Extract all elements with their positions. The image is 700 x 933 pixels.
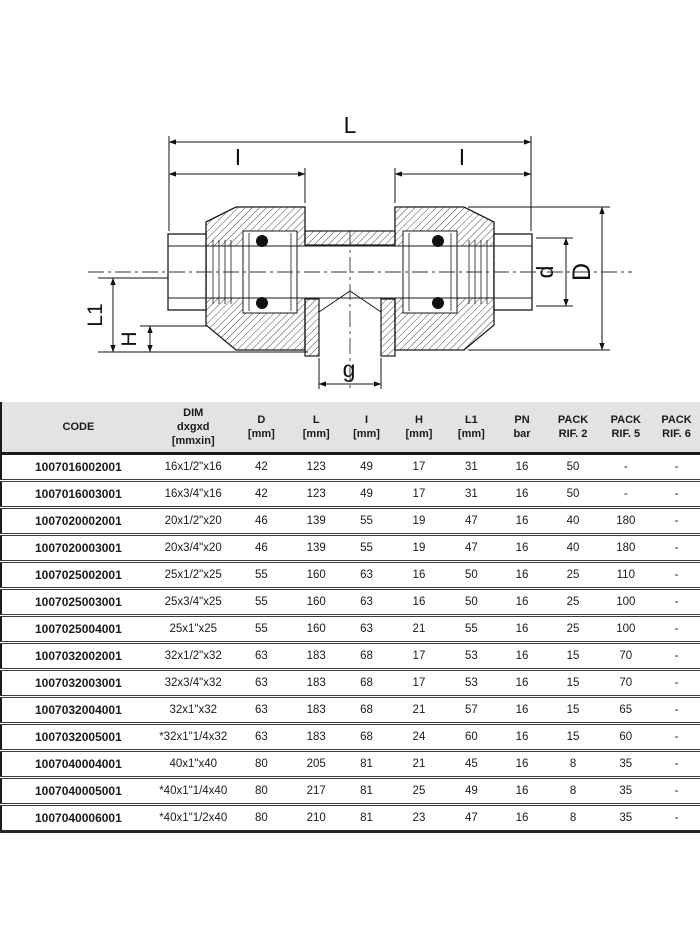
cell-value: 40x1"x40 xyxy=(155,751,232,778)
column-header: PN bar xyxy=(497,402,548,454)
cell-value: - xyxy=(653,481,700,508)
cell-value: 63 xyxy=(341,562,391,589)
cell-value: 70 xyxy=(599,643,654,670)
cell-value: 16 xyxy=(497,670,548,697)
cell-code: 1007040004001 xyxy=(1,751,155,778)
cell-value: 15 xyxy=(548,643,599,670)
cell-value: 63 xyxy=(232,697,291,724)
table-row xyxy=(1,697,700,724)
cell-value: 60 xyxy=(446,724,496,751)
cell-value: 46 xyxy=(232,535,291,562)
header-row xyxy=(1,402,700,454)
cell-value: 31 xyxy=(446,454,496,481)
cell-value: 16 xyxy=(497,481,548,508)
cell-value: 80 xyxy=(232,805,291,832)
table-row xyxy=(1,535,700,562)
dim-label-L1: L1 xyxy=(84,303,107,327)
cell-code: 1007040005001 xyxy=(1,778,155,805)
column-header: CODE xyxy=(1,402,155,454)
cell-value: 63 xyxy=(232,643,291,670)
column-header: DIM dxgxd [mmxin] xyxy=(155,402,232,454)
cell-value: 16 xyxy=(497,724,548,751)
cell-value: 16 xyxy=(497,454,548,481)
technical-drawing xyxy=(0,0,700,398)
cell-value: - xyxy=(653,778,700,805)
cell-value: 16 xyxy=(497,751,548,778)
cell-value: 55 xyxy=(232,562,291,589)
cell-value: 100 xyxy=(599,589,654,616)
column-header: H [mm] xyxy=(392,402,447,454)
cell-value: 50 xyxy=(446,589,496,616)
cell-value: 63 xyxy=(341,616,391,643)
cell-value: 63 xyxy=(232,724,291,751)
cell-value: 17 xyxy=(392,454,447,481)
cell-value: 32x3/4"x32 xyxy=(155,670,232,697)
cell-value: 16 xyxy=(392,562,447,589)
column-header: PACK RIF. 5 xyxy=(599,402,654,454)
cell-value: 16 xyxy=(497,616,548,643)
cell-value: 16 xyxy=(497,589,548,616)
cell-value: 139 xyxy=(291,535,341,562)
table-row xyxy=(1,616,700,643)
cell-value: 50 xyxy=(548,454,599,481)
cell-value: 32x1/2"x32 xyxy=(155,643,232,670)
cell-value: 15 xyxy=(548,697,599,724)
cell-value: 68 xyxy=(341,643,391,670)
cell-value: 60 xyxy=(599,724,654,751)
cell-value: 55 xyxy=(446,616,496,643)
cell-value: 183 xyxy=(291,697,341,724)
cell-value: 21 xyxy=(392,616,447,643)
column-header: PACK RIF. 6 xyxy=(653,402,700,454)
cell-value: 65 xyxy=(599,697,654,724)
table-row xyxy=(1,454,700,481)
cell-value: 45 xyxy=(446,751,496,778)
cell-value: - xyxy=(653,562,700,589)
cell-code: 1007040006001 xyxy=(1,805,155,832)
cell-value: 16x3/4"x16 xyxy=(155,481,232,508)
cell-value: 17 xyxy=(392,670,447,697)
cell-value: *32x1"1/4x32 xyxy=(155,724,232,751)
cell-value: 20x3/4"x20 xyxy=(155,535,232,562)
cell-value: 205 xyxy=(291,751,341,778)
table-row xyxy=(1,670,700,697)
cell-value: 16 xyxy=(497,535,548,562)
cell-code: 1007020002001 xyxy=(1,508,155,535)
table-row xyxy=(1,724,700,751)
cell-value: 210 xyxy=(291,805,341,832)
cell-value: 183 xyxy=(291,724,341,751)
cell-value: 68 xyxy=(341,670,391,697)
branch-wall-left xyxy=(305,299,319,356)
cell-value: 16 xyxy=(497,643,548,670)
cell-value: 46 xyxy=(232,508,291,535)
cell-value: 183 xyxy=(291,670,341,697)
cell-value: 35 xyxy=(599,778,654,805)
cell-value: 55 xyxy=(341,508,391,535)
cell-value: - xyxy=(653,751,700,778)
column-header: L [mm] xyxy=(291,402,341,454)
cell-value: - xyxy=(653,643,700,670)
cell-code: 1007016003001 xyxy=(1,481,155,508)
cell-value: 70 xyxy=(599,670,654,697)
cell-value: - xyxy=(599,454,654,481)
cell-value: 47 xyxy=(446,805,496,832)
cell-value: 19 xyxy=(392,535,447,562)
cell-value: 55 xyxy=(341,535,391,562)
cell-value: 8 xyxy=(548,805,599,832)
cell-value: 15 xyxy=(548,670,599,697)
cell-value: 21 xyxy=(392,751,447,778)
cell-value: 16 xyxy=(497,805,548,832)
cell-value: 110 xyxy=(599,562,654,589)
cell-value: 42 xyxy=(232,481,291,508)
cell-code: 1007032004001 xyxy=(1,697,155,724)
dim-label-g: g xyxy=(342,356,356,382)
cell-value: 55 xyxy=(232,589,291,616)
cell-value: 81 xyxy=(341,805,391,832)
cell-code: 1007025002001 xyxy=(1,562,155,589)
cell-value: 80 xyxy=(232,778,291,805)
cell-value: 53 xyxy=(446,643,496,670)
dim-label-I-right: I xyxy=(458,144,466,170)
cell-value: 57 xyxy=(446,697,496,724)
column-header: PACK RIF. 2 xyxy=(548,402,599,454)
cell-value: 81 xyxy=(341,778,391,805)
dim-label-I-left: I xyxy=(234,144,242,170)
cell-value: 16 xyxy=(497,562,548,589)
cell-code: 1007025004001 xyxy=(1,616,155,643)
cell-value: 49 xyxy=(341,454,391,481)
cell-value: 20x1/2"x20 xyxy=(155,508,232,535)
cell-value: 25 xyxy=(548,616,599,643)
cell-value: 53 xyxy=(446,670,496,697)
cell-value: 42 xyxy=(232,454,291,481)
table-row xyxy=(1,778,700,805)
cell-value: 25x1/2"x25 xyxy=(155,562,232,589)
cell-code: 1007032005001 xyxy=(1,724,155,751)
cell-value: - xyxy=(653,454,700,481)
cell-value: 16 xyxy=(392,589,447,616)
cell-value: 8 xyxy=(548,778,599,805)
cell-value: 183 xyxy=(291,643,341,670)
cell-value: 55 xyxy=(232,616,291,643)
spec-table-header xyxy=(1,402,700,454)
cell-value: 139 xyxy=(291,508,341,535)
cell-value: - xyxy=(653,535,700,562)
cell-value: - xyxy=(653,697,700,724)
cell-value: *40x1"1/4x40 xyxy=(155,778,232,805)
table-row xyxy=(1,643,700,670)
cell-value: 16 xyxy=(497,697,548,724)
dim-label-d: d xyxy=(532,265,558,279)
cell-value: 16 xyxy=(497,508,548,535)
cell-value: 25 xyxy=(548,589,599,616)
cell-value: 160 xyxy=(291,562,341,589)
cell-value: 25 xyxy=(392,778,447,805)
cell-value: 160 xyxy=(291,616,341,643)
table-row xyxy=(1,805,700,832)
table-row xyxy=(1,589,700,616)
cell-value: - xyxy=(653,508,700,535)
table-row xyxy=(1,481,700,508)
cell-value: 100 xyxy=(599,616,654,643)
cell-value: 15 xyxy=(548,724,599,751)
cell-value: 24 xyxy=(392,724,447,751)
cell-value: 16x1/2"x16 xyxy=(155,454,232,481)
cell-value: 40 xyxy=(548,535,599,562)
dim-label-H: H xyxy=(118,331,141,347)
cell-value: 180 xyxy=(599,508,654,535)
cell-value: 68 xyxy=(341,697,391,724)
dim-label-L: L xyxy=(343,112,357,138)
column-header: D [mm] xyxy=(232,402,291,454)
cell-value: 180 xyxy=(599,535,654,562)
cell-value: 217 xyxy=(291,778,341,805)
cell-value: 160 xyxy=(291,589,341,616)
cell-value: 63 xyxy=(341,589,391,616)
cell-value: 25 xyxy=(548,562,599,589)
cell-value: - xyxy=(653,724,700,751)
cell-value: 63 xyxy=(232,670,291,697)
cell-code: 1007025003001 xyxy=(1,589,155,616)
cell-value: 80 xyxy=(232,751,291,778)
dim-label-D: D xyxy=(568,262,596,282)
cell-value: 17 xyxy=(392,643,447,670)
cell-value: 123 xyxy=(291,481,341,508)
cell-value: 81 xyxy=(341,751,391,778)
cell-value: - xyxy=(653,805,700,832)
cell-value: 50 xyxy=(446,562,496,589)
cell-value: - xyxy=(653,616,700,643)
cell-value: 23 xyxy=(392,805,447,832)
cell-value: *40x1"1/2x40 xyxy=(155,805,232,832)
table-row xyxy=(1,751,700,778)
branch-wall-right xyxy=(381,299,395,356)
cell-code: 1007016002001 xyxy=(1,454,155,481)
cell-value: 49 xyxy=(341,481,391,508)
table-row xyxy=(1,562,700,589)
cell-code: 1007032003001 xyxy=(1,670,155,697)
cell-value: 25x1"x25 xyxy=(155,616,232,643)
cell-value: 49 xyxy=(446,778,496,805)
cell-value: 40 xyxy=(548,508,599,535)
cell-value: 32x1"x32 xyxy=(155,697,232,724)
spec-table xyxy=(0,402,700,833)
cell-code: 1007032002001 xyxy=(1,643,155,670)
cell-value: 47 xyxy=(446,535,496,562)
cell-value: 35 xyxy=(599,751,654,778)
spec-table-container xyxy=(0,402,700,833)
cell-value: 123 xyxy=(291,454,341,481)
column-header: I [mm] xyxy=(341,402,391,454)
cell-value: 47 xyxy=(446,508,496,535)
column-header: L1 [mm] xyxy=(446,402,496,454)
cell-value: 17 xyxy=(392,481,447,508)
cell-value: 19 xyxy=(392,508,447,535)
table-row xyxy=(1,508,700,535)
cell-value: 25x3/4"x25 xyxy=(155,589,232,616)
cell-value: 8 xyxy=(548,751,599,778)
cell-code: 1007020003001 xyxy=(1,535,155,562)
cell-value: 68 xyxy=(341,724,391,751)
spec-table-body xyxy=(1,454,700,832)
cell-value: - xyxy=(653,670,700,697)
cell-value: 50 xyxy=(548,481,599,508)
cell-value: 31 xyxy=(446,481,496,508)
cell-value: - xyxy=(599,481,654,508)
cell-value: 35 xyxy=(599,805,654,832)
cell-value: 21 xyxy=(392,697,447,724)
cell-value: - xyxy=(653,589,700,616)
cell-value: 16 xyxy=(497,778,548,805)
